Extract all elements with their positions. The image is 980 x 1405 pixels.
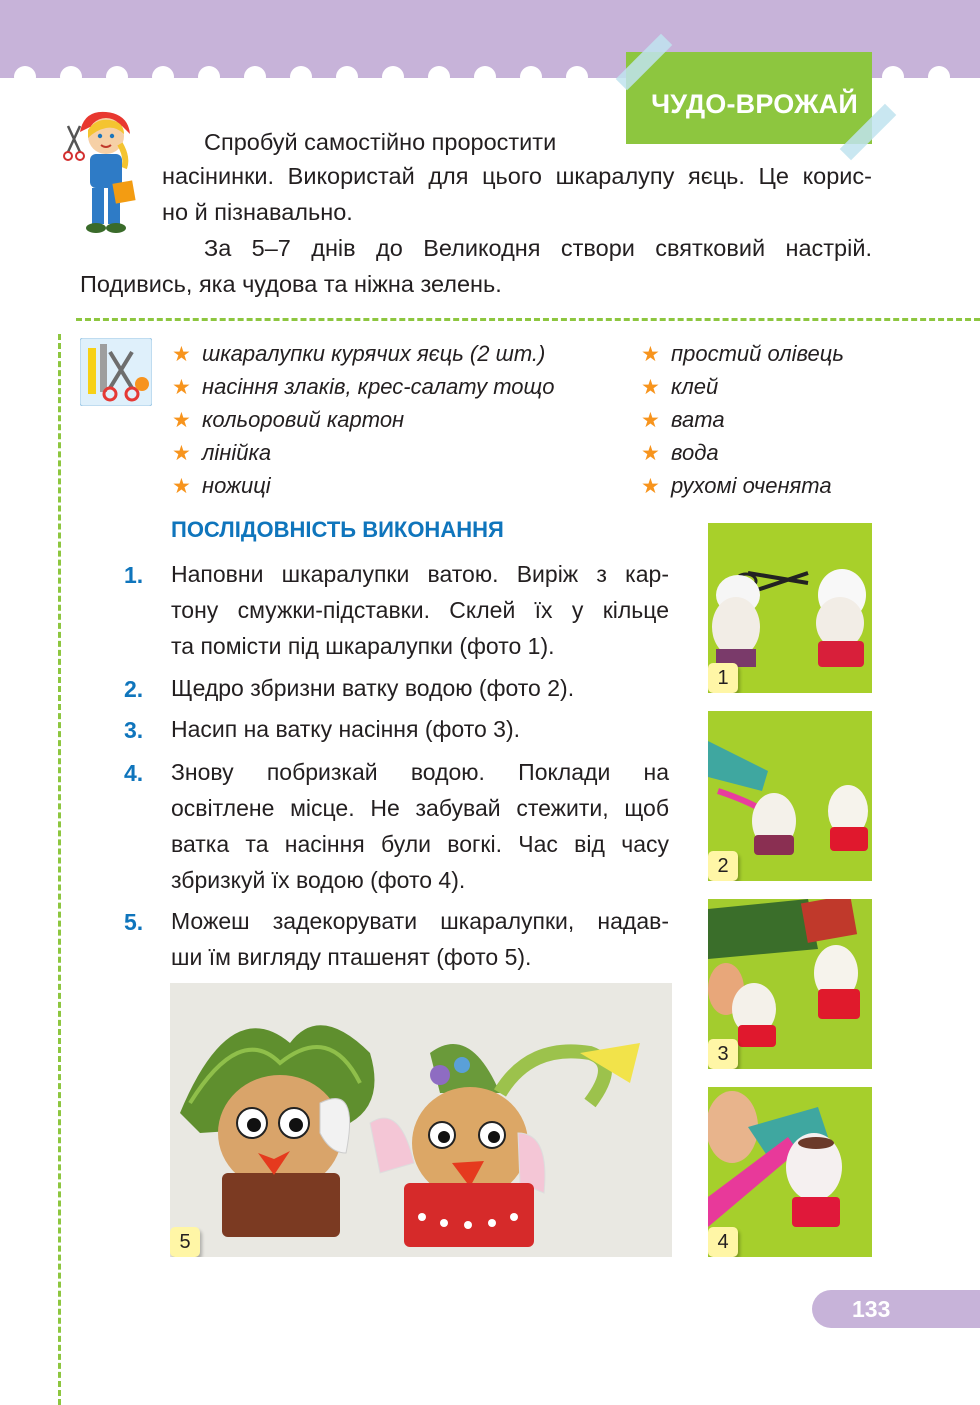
- star-icon: ★: [172, 376, 191, 399]
- photo-number-badge: 3: [708, 1039, 738, 1069]
- star-icon: ★: [172, 343, 191, 366]
- star-icon: ★: [641, 343, 660, 366]
- list-item: ★ насіння злаків, крес-салату тощо: [172, 371, 554, 404]
- star-icon: ★: [641, 442, 660, 465]
- star-icon: ★: [641, 376, 660, 399]
- list-item: ★ ножиці: [172, 470, 554, 503]
- intro-line-2: насінинки. Використай для цього шкаралупу яєць. Це корис-: [162, 163, 872, 189]
- list-item: ★ лінійка: [172, 437, 554, 470]
- list-item: ★ простий олівець: [641, 338, 844, 371]
- star-icon: ★: [172, 409, 191, 432]
- intro-line-4: За 5–7 днів до Великодня створи святковий настрій.: [204, 235, 872, 261]
- materials-list-left: [172, 338, 554, 503]
- list-item: ★ шкаралупки курячих яєць (2 шт.): [172, 338, 554, 371]
- list-item: ★ кольоровий картон: [172, 404, 554, 437]
- page-title: ЧУДО-ВРОЖАЙ: [626, 52, 872, 144]
- egg-chicks-image: [170, 983, 672, 1257]
- page-number: 133: [812, 1290, 980, 1328]
- list-item: ★ вода: [641, 437, 844, 470]
- materials-list-right: [641, 338, 844, 503]
- step-number: 2.: [124, 676, 144, 702]
- dashed-border-top: [76, 318, 980, 321]
- tools-icon: [80, 338, 152, 406]
- star-icon: ★: [172, 475, 191, 498]
- step-1-text: Наповни шкаралупки ватою. Виріж з кар- тону смужки-підставки. Склей їх у кільце та помісти під шкаралупки (фото 1).: [171, 561, 669, 659]
- step-5-text: Можеш задекорувати шкаралупки, надав- ши їм вигляду пташенят (фото 5).: [171, 908, 669, 970]
- star-icon: ★: [641, 475, 660, 498]
- photo-4: [708, 1087, 872, 1257]
- dashed-border-left: [58, 334, 61, 1405]
- step-4-text: Знову побризкай водою. Поклади на освітлене місце. Не забувай стежити, щоб ватка та насіння були вогкі. Час від часу збризкуй їх водою (фото 4).: [171, 759, 669, 893]
- photo-2: [708, 711, 872, 881]
- photo-number-badge: 5: [170, 1227, 200, 1257]
- step-3-text: Насип на ватку насіння (фото 3).: [171, 716, 520, 742]
- intro-line-5: Подивись, яка чудова та ніжна зелень.: [80, 271, 502, 297]
- photo-5: [170, 983, 672, 1257]
- step-number: 4.: [124, 760, 144, 786]
- intro-line-3: но й пізнавально.: [162, 199, 353, 225]
- step-number: 1.: [124, 562, 144, 588]
- star-icon: ★: [172, 442, 191, 465]
- step-2-text: Щедро збризни ватку водою (фото 2).: [171, 675, 575, 701]
- list-item: ★ клей: [641, 371, 844, 404]
- star-icon: ★: [641, 409, 660, 432]
- photo-number-badge: 2: [708, 851, 738, 881]
- photo-3: [708, 899, 872, 1069]
- photo-1: [708, 523, 872, 693]
- photo-number-badge: 1: [708, 663, 738, 693]
- girl-illustration: [62, 104, 144, 246]
- intro-line-1: Спробуй самостійно проростити: [204, 129, 557, 155]
- step-number: 5.: [124, 909, 144, 935]
- photo-number-badge: 4: [708, 1227, 738, 1257]
- list-item: ★ вата: [641, 404, 844, 437]
- steps-heading: ПОСЛІДОВНІСТЬ ВИКОНАННЯ: [171, 517, 504, 542]
- step-number: 3.: [124, 717, 144, 743]
- list-item: ★ рухомі оченята: [641, 470, 844, 503]
